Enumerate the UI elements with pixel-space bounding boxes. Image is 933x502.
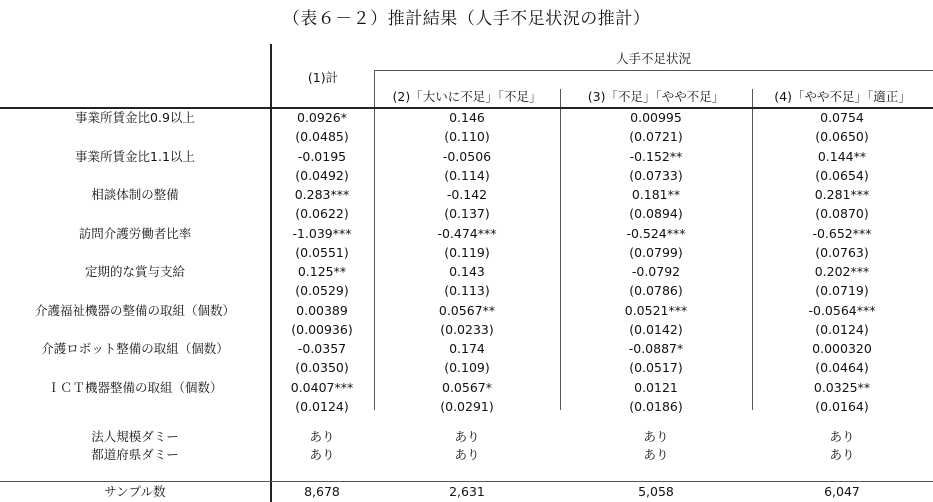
se-cell: (0.0233) xyxy=(440,321,494,337)
coef-cell: 0.000320 xyxy=(812,341,872,356)
row-label: ＩＣＴ機器整備の取組（個数） xyxy=(47,379,223,395)
se-cell: (0.0142) xyxy=(629,321,683,337)
coef-cell: 0.125** xyxy=(297,264,347,279)
se-cell: (0.0464) xyxy=(815,360,869,375)
se-cell: (0.0721) xyxy=(629,129,683,144)
coef-cell: 0.0121 xyxy=(634,379,678,395)
row-label: 訪問介護労働者比率 xyxy=(78,225,192,241)
se-cell: (0.0186) xyxy=(629,398,683,414)
coef-cell: 0.281*** xyxy=(814,187,870,202)
sample-cell: 5,058 xyxy=(638,484,674,499)
coef-cell: -0.0887* xyxy=(628,341,684,356)
se-cell: (0.0650) xyxy=(815,129,869,144)
coef-cell: -0.152** xyxy=(629,148,683,164)
coef-cell: -1.039*** xyxy=(292,225,352,241)
rule-header-bottom xyxy=(0,107,933,109)
row-label: 相談体制の整備 xyxy=(91,187,179,202)
coef-cell: -0.0357 xyxy=(297,341,347,356)
coef-cell: 0.0325** xyxy=(813,379,871,395)
se-cell: (0.0733) xyxy=(629,167,683,183)
coef-cell: 0.144** xyxy=(817,148,867,164)
coef-cell: -0.142 xyxy=(446,187,488,202)
coef-cell: 0.0926* xyxy=(297,110,347,125)
coef-cell: -0.0792 xyxy=(631,264,681,279)
table-title: （表６－２）推計結果（人手不足状況の推計） xyxy=(282,9,651,29)
coef-cell: 0.0521*** xyxy=(624,302,688,318)
coef-cell: 0.0407*** xyxy=(290,379,354,395)
coef-cell: 0.202*** xyxy=(814,264,870,279)
se-cell: (0.00936) xyxy=(291,321,353,337)
se-cell: (0.0124) xyxy=(815,321,869,337)
se-cell: (0.109) xyxy=(444,360,490,375)
coef-cell: 0.00389 xyxy=(296,302,348,318)
se-cell: (0.0551) xyxy=(295,244,349,260)
dummy-cell: あり xyxy=(829,447,855,462)
dummy-cell: あり xyxy=(454,447,480,462)
coef-cell: -0.0564*** xyxy=(808,302,876,318)
se-cell: (0.0870) xyxy=(815,206,869,221)
se-cell: (0.137) xyxy=(444,206,490,221)
coef-cell: 0.0567** xyxy=(438,302,496,318)
se-cell: (0.119) xyxy=(444,244,490,260)
coef-cell: 0.283*** xyxy=(294,187,350,202)
sample-label: サンプル数 xyxy=(104,484,166,499)
se-cell: (0.0894) xyxy=(629,206,683,221)
se-cell: (0.0350) xyxy=(295,360,349,375)
row-label: 介護福祉機器の整備の取組（個数） xyxy=(34,302,235,318)
se-cell: (0.0622) xyxy=(295,206,349,221)
header-group-shortage: 人手不足状況 xyxy=(615,51,691,66)
sample-cell: 6,047 xyxy=(824,484,860,499)
row-label: 定期的な賞与支給 xyxy=(84,264,185,279)
se-cell: (0.113) xyxy=(444,283,490,298)
dummy-cell: あり xyxy=(454,429,480,444)
rule-group-header xyxy=(374,70,933,71)
se-cell: (0.110) xyxy=(444,129,490,144)
coef-cell: 0.0567* xyxy=(442,379,492,395)
header-col-total: (1)計 xyxy=(307,70,339,85)
coef-cell: -0.0506 xyxy=(442,148,492,164)
se-cell: (0.0485) xyxy=(295,129,349,144)
dummy-cell: あり xyxy=(829,429,855,444)
se-cell: (0.0799) xyxy=(629,244,683,260)
se-cell: (0.0164) xyxy=(815,398,869,414)
coef-cell: 0.174 xyxy=(449,341,485,356)
coef-cell: -0.524*** xyxy=(626,225,686,241)
row-label: 介護ロボット整備の取組（個数） xyxy=(41,341,229,356)
coef-cell: 0.0754 xyxy=(820,110,864,125)
dummy-cell: あり xyxy=(643,447,669,462)
rule-sample-top xyxy=(0,481,933,482)
se-cell: (0.0492) xyxy=(295,167,349,183)
se-cell: (0.114) xyxy=(444,167,490,183)
dummy-cell: あり xyxy=(309,447,335,462)
coef-cell: -0.474*** xyxy=(437,225,497,241)
se-cell: (0.0517) xyxy=(629,360,683,375)
coef-cell: -0.0195 xyxy=(297,148,347,164)
dummy-cell: あり xyxy=(643,429,669,444)
coef-cell: -0.652*** xyxy=(812,225,872,241)
se-cell: (0.0291) xyxy=(440,398,494,414)
coef-cell: 0.00995 xyxy=(630,110,682,125)
se-cell: (0.0719) xyxy=(815,283,869,298)
se-cell: (0.0654) xyxy=(815,167,869,183)
sample-cell: 8,678 xyxy=(304,484,340,499)
se-cell: (0.0124) xyxy=(295,398,349,414)
se-cell: (0.0529) xyxy=(295,283,349,298)
se-cell: (0.0763) xyxy=(815,244,869,260)
row-label: 事業所賃金比1.1以上 xyxy=(75,148,195,164)
dummy-label: 法人規模ダミー xyxy=(91,429,179,444)
dummy-label: 都道府県ダミー xyxy=(91,447,179,462)
header-col-3: (3)「不足」「やや不足」 xyxy=(587,89,725,104)
coef-cell: 0.181** xyxy=(631,187,681,202)
se-cell: (0.0786) xyxy=(629,283,683,298)
row-label: 事業所賃金比0.9以上 xyxy=(75,110,195,125)
header-col-2: (2)「大いに不足」「不足」 xyxy=(392,89,542,104)
sample-cell: 2,631 xyxy=(449,484,485,499)
dummy-cell: あり xyxy=(309,429,335,444)
header-col-4: (4)「やや不足」「適正」 xyxy=(774,89,911,104)
coef-cell: 0.143 xyxy=(449,264,485,279)
coef-cell: 0.146 xyxy=(449,110,485,125)
